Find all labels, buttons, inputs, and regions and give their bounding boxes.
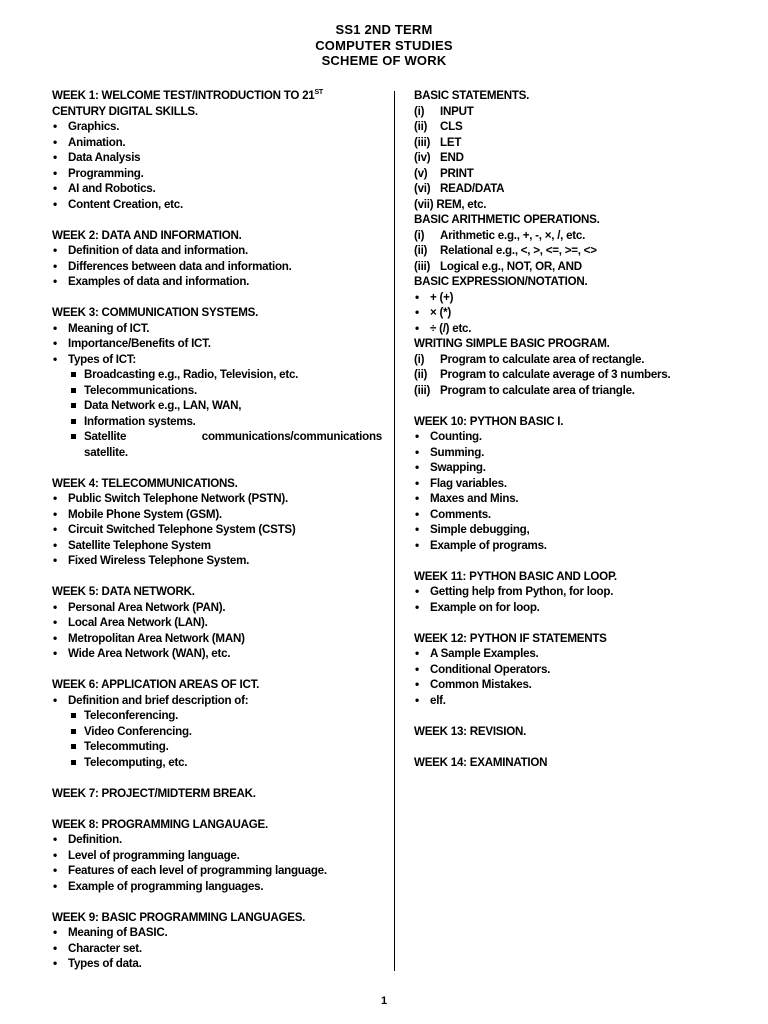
week8-section: [52, 817, 382, 895]
item-text: END: [440, 151, 464, 164]
week4-heading: WEEK 4: TELECOMMUNICATIONS.: [52, 476, 238, 490]
list-item: • AI and Robotics.: [52, 181, 382, 197]
column-divider: [394, 91, 395, 971]
basic-statements-last: (vii) REM, etc.: [414, 197, 487, 211]
week12-section: [414, 631, 714, 709]
week9-heading: WEEK 9: BASIC PROGRAMMING LANGUAGES.: [52, 910, 306, 924]
list-item: [414, 228, 714, 244]
list-item: • Getting help from Python, for loop.: [414, 584, 714, 600]
week13-section: [414, 724, 714, 740]
list-item: • Wide Area Network (WAN), etc.: [52, 646, 382, 662]
week1-title-line1: [52, 88, 323, 104]
week11-list: [414, 584, 714, 615]
satellite-line2: satellite.: [84, 445, 128, 459]
list-item: • Counting.: [414, 429, 714, 445]
week1-title-sup: ST: [314, 89, 323, 97]
list-item: • Level of programming language.: [52, 848, 382, 864]
week6-list: [52, 693, 382, 709]
list-item: [414, 150, 714, 166]
expr-heading: BASIC EXPRESSION/NOTATION.: [414, 275, 588, 288]
satellite-line1: [84, 429, 382, 445]
list-item: • Comments.: [414, 507, 714, 523]
list-item: • Summing.: [414, 445, 714, 461]
sub-list-item: Teleconferencing.: [68, 708, 382, 724]
right-column: [414, 88, 714, 786]
week2-list: [52, 243, 382, 290]
sub-list-item: Data Network e.g., LAN, WAN,: [68, 398, 382, 414]
header-scheme: SCHEME OF WORK: [321, 53, 447, 68]
week3-sublist: [52, 367, 382, 460]
week6-section: [52, 677, 382, 770]
list-item: • Data Analysis: [52, 150, 382, 166]
item-number: (ii): [414, 244, 428, 257]
item-text: Relational e.g., <, >, <=, >=, <>: [440, 244, 597, 257]
basic-statements-list: [414, 104, 714, 197]
sub-list-item: Broadcasting e.g., Radio, Television, etc.: [68, 367, 382, 383]
week8-list: [52, 832, 382, 894]
week8-heading: WEEK 8: PROGRAMMING LANGAUAGE.: [52, 817, 269, 831]
list-item: • Fixed Wireless Telephone System.: [52, 553, 382, 569]
item-number: (i): [414, 228, 425, 242]
list-item: [414, 166, 714, 182]
item-number: (ii): [414, 368, 428, 381]
item-number: (ii): [414, 120, 428, 133]
expr-section: [414, 274, 714, 336]
list-item: • Mobile Phone System (GSM).: [52, 507, 382, 523]
item-text: Program to calculate average of 3 numbers.: [440, 368, 671, 381]
list-item: • Public Switch Telephone Network (PSTN).: [52, 491, 382, 507]
week7-heading: WEEK 7: PROJECT/MIDTERM BREAK.: [52, 786, 256, 800]
basic-statements-heading: BASIC STATEMENTS.: [414, 89, 530, 102]
week5-section: [52, 584, 382, 662]
list-item: • A Sample Examples.: [414, 646, 714, 662]
arith-section: [414, 212, 714, 274]
list-item: • Examples of data and information.: [52, 274, 382, 290]
list-item: • ÷ (/) etc.: [414, 321, 714, 337]
week4-section: [52, 476, 382, 569]
satellite-comms: communications/communications: [201, 430, 382, 443]
week10-list: [414, 429, 714, 553]
week3-list: [52, 321, 382, 368]
week2-heading: WEEK 2: DATA AND INFORMATION.: [52, 228, 242, 242]
week10-heading: WEEK 10: PYTHON BASIC I.: [414, 414, 564, 428]
list-item: • Flag variables.: [414, 476, 714, 492]
list-item: • elf.: [414, 693, 714, 709]
list-item: • Local Area Network (LAN).: [52, 615, 382, 631]
item-text: Program to calculate area of rectangle.: [440, 352, 645, 366]
item-number: (iii): [414, 259, 431, 273]
item-number: (iii): [414, 383, 431, 397]
week12-heading: WEEK 12: PYTHON IF STATEMENTS: [414, 631, 607, 645]
item-text: CLS: [440, 120, 463, 133]
item-text: Logical e.g., NOT, OR, AND: [440, 259, 582, 273]
list-item: • Metropolitan Area Network (MAN): [52, 631, 382, 647]
list-item: • Simple debugging,: [414, 522, 714, 538]
item-number: (v): [414, 166, 428, 180]
item-number: (i): [414, 104, 425, 118]
expr-list: [414, 290, 714, 337]
list-item: • Types of ICT:: [52, 352, 382, 368]
list-item: • Programming.: [52, 166, 382, 182]
list-item: • Importance/Benefits of ICT.: [52, 336, 382, 352]
week1-section: [52, 88, 382, 212]
item-text: Program to calculate area of triangle.: [440, 383, 635, 397]
writing-heading: WRITING SIMPLE BASIC PROGRAM.: [414, 337, 610, 350]
page-number: 1: [380, 995, 388, 1007]
list-item: • Satellite Telephone System: [52, 538, 382, 554]
sub-list-item: Telecommuting.: [68, 739, 382, 755]
header-class-term: SS1 2ND TERM: [335, 22, 433, 37]
header-subject: COMPUTER STUDIES: [315, 37, 453, 53]
week10-section: [414, 414, 714, 554]
list-item: • Graphics.: [52, 119, 382, 135]
list-item: • Personal Area Network (PAN).: [52, 600, 382, 616]
week14-heading: WEEK 14: EXAMINATION: [414, 755, 548, 769]
week6-sublist: [52, 708, 382, 770]
list-item: [414, 367, 714, 383]
list-item: [414, 119, 714, 135]
list-item: [414, 259, 714, 275]
list-item: • Content Creation, etc.: [52, 197, 382, 213]
item-number: (iv): [414, 151, 431, 164]
list-item: • Conditional Operators.: [414, 662, 714, 678]
item-number: (iii): [414, 135, 431, 149]
item-number: (vi): [414, 182, 431, 195]
writing-list: [414, 352, 714, 399]
list-item: • Differences between data and information.: [52, 259, 382, 275]
week1-heading: [52, 88, 382, 104]
week3-section: [52, 305, 382, 460]
week6-heading: WEEK 6: APPLICATION AREAS OF ICT.: [52, 678, 260, 691]
item-text: Arithmetic e.g., +, -, ×, /, etc.: [440, 228, 586, 242]
week9-section: [52, 910, 382, 972]
list-item: • Definition of data and information.: [52, 243, 382, 259]
list-item: • + (+): [414, 290, 714, 306]
list-item: • Common Mistakes.: [414, 677, 714, 693]
item-text: LET: [440, 135, 462, 149]
list-item: [414, 383, 714, 399]
list-item: • Example of programs.: [414, 538, 714, 554]
week7-section: [52, 786, 382, 802]
list-item: [414, 181, 714, 197]
list-item: • Character set.: [52, 941, 382, 957]
sub-list-item: Video Conferencing.: [68, 724, 382, 740]
week2-section: [52, 228, 382, 290]
week1-title-text: WEEK 1: WELCOME TEST/INTRODUCTION TO 21: [52, 89, 315, 102]
list-item: [414, 243, 714, 259]
week11-section: [414, 569, 714, 616]
arith-heading: BASIC ARITHMETIC OPERATIONS.: [414, 213, 600, 226]
list-item: • Definition.: [52, 832, 382, 848]
week13-heading: WEEK 13: REVISION.: [414, 724, 527, 738]
list-item: • Definition and brief description of:: [52, 693, 382, 709]
week4-list: [52, 491, 382, 569]
list-item: • Meaning of BASIC.: [52, 925, 382, 941]
basic-statements-section: [414, 88, 714, 212]
sub-list-item: Information systems.: [68, 414, 382, 430]
satellite-word: Satellite: [84, 430, 127, 443]
week1-title-line2: CENTURY DIGITAL SKILLS.: [52, 104, 198, 118]
week11-heading: WEEK 11: PYTHON BASIC AND LOOP.: [414, 569, 617, 583]
list-item: • Types of data.: [52, 956, 382, 972]
item-text: INPUT: [440, 104, 474, 118]
week3-heading: WEEK 3: COMMUNICATION SYSTEMS.: [52, 306, 259, 319]
list-item: [414, 135, 714, 151]
list-item: • Maxes and Mins.: [414, 491, 714, 507]
writing-section: [414, 336, 714, 398]
week12-list: [414, 646, 714, 708]
list-item: • Swapping.: [414, 460, 714, 476]
list-item: • Animation.: [52, 135, 382, 151]
list-item: • Features of each level of programming language.: [52, 863, 382, 879]
arith-list: [414, 228, 714, 275]
document-header: [0, 22, 768, 69]
week5-list: [52, 600, 382, 662]
week1-list: [52, 119, 382, 212]
list-item: • Example on for loop.: [414, 600, 714, 616]
list-item: [414, 352, 714, 368]
sub-list-item: Telecommunications.: [68, 383, 382, 399]
list-item: • Example of programming languages.: [52, 879, 382, 895]
list-item: • Circuit Switched Telephone System (CSTS): [52, 522, 382, 538]
list-item: [414, 104, 714, 120]
item-text: PRINT: [440, 166, 474, 180]
sub-list-item-satellite: [68, 429, 382, 460]
week5-heading: WEEK 5: DATA NETWORK.: [52, 585, 195, 598]
week14-section: [414, 755, 714, 771]
item-number: (i): [414, 352, 425, 366]
item-text: READ/DATA: [440, 182, 505, 195]
sub-list-item: Telecomputing, etc.: [68, 755, 382, 771]
list-item: • × (*): [414, 305, 714, 321]
left-column: [52, 88, 382, 987]
list-item: • Meaning of ICT.: [52, 321, 382, 337]
week9-list: [52, 925, 382, 972]
